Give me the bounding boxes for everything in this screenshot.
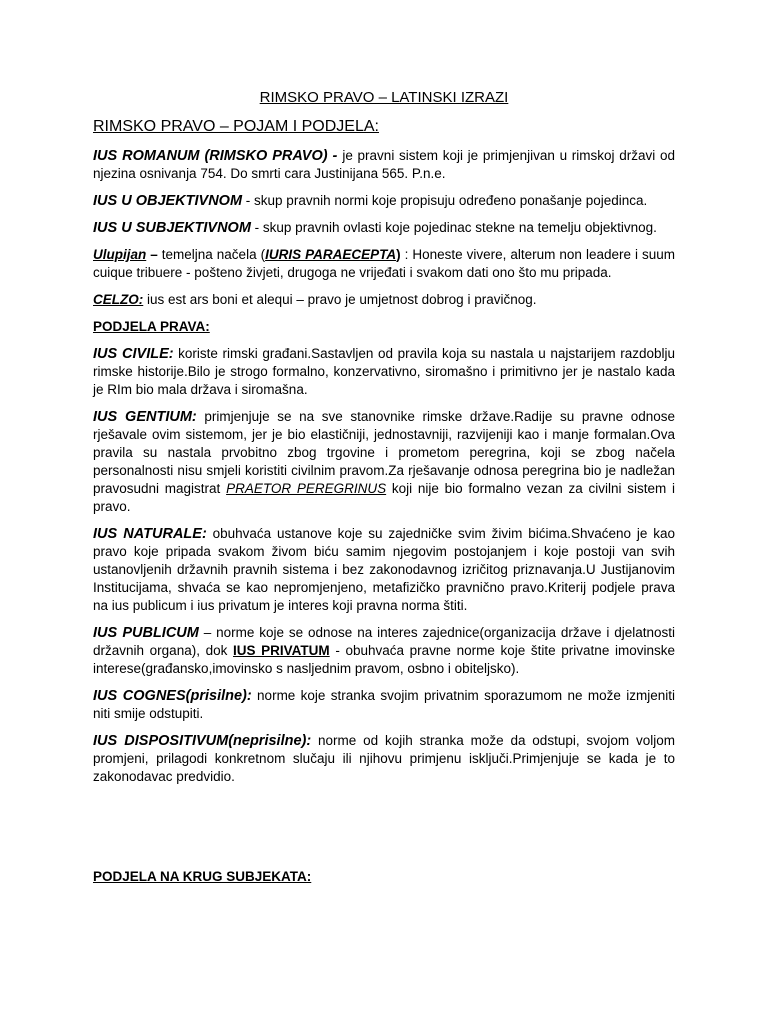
paragraph-ius-cognes: [93, 687, 675, 723]
paragraph-celzo: [93, 291, 675, 309]
definition-text: ius est ars boni et alequi – pravo je umjetnost dobrog i pravičnog.: [143, 292, 537, 307]
term-praetor-peregrinus: PRAETOR PEREGRINUS: [226, 481, 387, 496]
text-mid: temeljna načela (: [161, 247, 266, 262]
term-ius-gentium: IUS GENTIUM:: [93, 409, 197, 425]
definition-text: je pravni sistem koji je primjenjivan u rimskoj državi od njezina osnivanja 754. Do smrti cara Justinijana 565. P.n.e.: [93, 148, 675, 181]
term-ius-cognes: IUS COGNES(prisilne):: [93, 688, 252, 704]
definition-tail: koji nije bio formalno vezan za civilni sistem i pravo.: [93, 481, 676, 514]
paragraph-ius-civile: [93, 345, 675, 399]
term-ius-privatum: IUS PRIVATUM: [233, 643, 330, 658]
definition-text: : Honeste vivere, alterum non leadere i suum cuique tribuere - pošteno živjeti, drugoga ne vrijeđati i svakom dati ono što mu pripada.: [93, 247, 675, 280]
subheading-podjela-prava: PODJELA PRAVA:: [93, 319, 210, 334]
paragraph-ius-naturale: [93, 525, 675, 615]
definition-text: primjenjuje se na sve stanovnike rimske države.Radije su pravne odnose rješavale ovim sistemom, jer je bio elastičniji, jednostavniji, razvijeniji kao i manje formalan.Ova pravila su nastala prvobitno zbog trgovine i prometom peregrina, koji se zbog načela personalnosti nisu smjeli koristiti civilnim pravom.Za rješavanje odnosa peregrina bio je nadležan pravosudni magistrat: [93, 409, 675, 496]
paragraph-ius-dispositivum: [93, 732, 675, 786]
section-heading: RIMSKO PRAVO – POJAM I PODJELA:: [93, 118, 379, 135]
paragraph-ius-objektivnom: [93, 192, 675, 210]
term-ius-publicum: IUS PUBLICUM: [93, 625, 199, 641]
paragraph-ius-subjektivnom: [93, 219, 675, 237]
term-ulupijan: Ulupijan: [93, 247, 147, 262]
paragraph-ius-gentium: [93, 408, 675, 516]
term-ius-naturale: IUS NATURALE:: [93, 526, 207, 542]
document-body: [93, 89, 675, 895]
paragraph-ius-publicum: [93, 624, 675, 678]
definition-text: – norme koje se odnose na interes zajednice(organizacija države i djelatnosti državnih organa), dok: [93, 625, 675, 658]
term-ius-romanum: IUS ROMANUM (RIMSKO PRAVO) -: [93, 148, 343, 164]
document-title: RIMSKO PRAVO – LATINSKI IZRAZI: [259, 89, 509, 106]
definition-text: norme koje stranka svojim privatnim sporazumom ne može izmjeniti niti smije odstupiti.: [93, 688, 675, 721]
close-paren: ): [396, 247, 401, 262]
term-ius-dispositivum: IUS DISPOSITIVUM(neprisilne):: [93, 733, 312, 749]
dash: –: [146, 247, 162, 262]
paragraph-ius-romanum: [93, 147, 675, 183]
definition-text: obuhvaća ustanove koje su zajedničke svim živim bićima.Shvaćeno je kao pravo koje pripada svakom živom biću samim njegovim postojanjem i koje postoji van svih ustanovljenih državnih pravnih sistema i bez zakonodavnog izričitog priznavanja.U Justijanovim Institucijama, shvaća se kao nepromjenjeno, metafizičko pravnično pravo.Kriterij podjele prava na ius publicum i ius privatum je interes koji pravna norma štiti.: [93, 526, 675, 613]
term-ius-objektivnom: IUS U OBJEKTIVNOM: [93, 193, 243, 209]
subheading-podjela-krug: PODJELA NA KRUG SUBJEKATA:: [93, 869, 312, 884]
blank-space: [93, 795, 675, 868]
definition-text: - skup pravnih ovlasti koje pojedinac stekne na temelju objektivnog.: [250, 220, 657, 235]
term-iuris-paraecepta: IURIS PARAECEPTA: [265, 247, 397, 262]
definition-text: - skup pravnih normi koje propisuju određeno ponašanje pojedinca.: [242, 193, 648, 208]
paragraph-ulupijan: [93, 246, 675, 282]
definition-text: koriste rimski građani.Sastavljen od pravila koja su nastala u najstarijem razdoblju rimske historije.Bilo je strogo formalno, konzervativno, siromašno i primitivno jer je nastalo kada je RIm bio mala država i siromašna.: [93, 346, 675, 397]
definition-tail: - obuhvaća pravne norme koje štite privatne imovinske interese(građansko,imovinsko s nasljednim pravom, osbno i obiteljsko).: [93, 643, 675, 676]
term-ius-civile: IUS CIVILE:: [93, 346, 174, 362]
definition-text: norme od kojih stranka može da odstupi, svojom voljom promjeni, prilagodi konkretnom slučaju ili njihovu primjenu isključi.Primjenjuje se kada je to zakonodavac predvidio.: [93, 733, 676, 784]
term-ius-subjektivnom: IUS U SUBJEKTIVNOM: [93, 220, 251, 236]
term-celzo: CELZO:: [93, 292, 144, 307]
